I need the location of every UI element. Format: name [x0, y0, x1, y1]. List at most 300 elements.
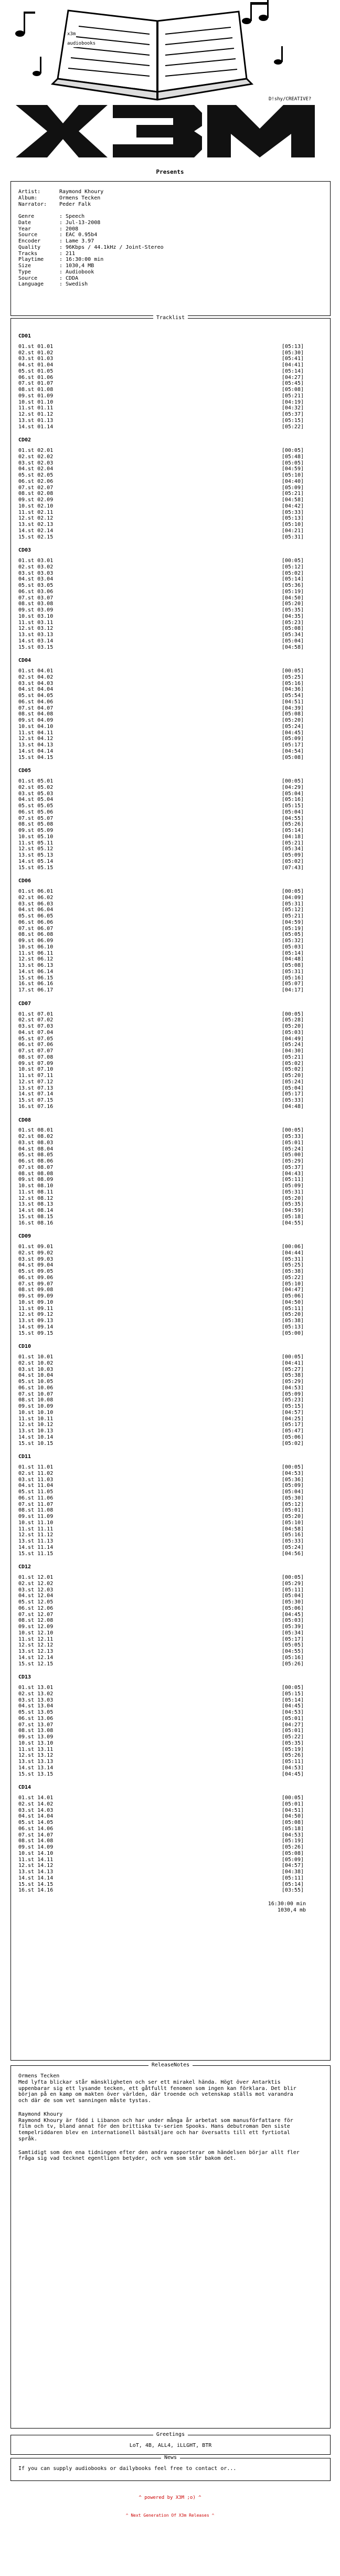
track-duration: [05:20]	[281, 717, 304, 723]
track-duration: [05:17]	[281, 1636, 304, 1642]
track-row	[18, 1379, 306, 1385]
track-title: 01.st 04.01	[18, 668, 54, 674]
track-row	[18, 1441, 306, 1447]
track-duration: [05:41]	[281, 356, 304, 362]
info-value: : 211	[59, 250, 76, 257]
track-duration: [05:25]	[281, 674, 304, 680]
cd-heading: CD10	[18, 1344, 31, 1350]
cd-heading: CD02	[18, 437, 31, 444]
track-title: 09.st 03.09	[18, 607, 54, 613]
track-title: 09.st 06.09	[18, 938, 54, 944]
track-row	[18, 1269, 306, 1275]
track-title: 06.st 08.06	[18, 1158, 54, 1164]
track-row	[18, 1691, 306, 1697]
track-duration: [05:12]	[281, 564, 304, 570]
track-row	[18, 375, 306, 381]
track-duration: [04:59]	[281, 1208, 304, 1213]
banner-subtitle: audiobooks	[67, 41, 96, 46]
track-title: 02.st 01.02	[18, 350, 54, 356]
info-row	[18, 226, 323, 233]
note-paragraph: Med lyfta blickar står mänskligheten och ser ett mirakel hända. Högt över Antarktis uppenbarar sig ett lysande tecken, ett gåtfullt fenomen som ingen kan förklara. Det blir början på en kamp om makten över världen, där troende och vetenskap ställs mot varandra och där de som vet sanningen måste tystas.	[18, 2079, 300, 2104]
track-title: 10.st 05.10	[18, 833, 54, 840]
track-title: 08.st 11.08	[18, 1507, 54, 1514]
track-title: 04.st 11.04	[18, 1483, 54, 1489]
info-key: Tracks	[18, 250, 38, 257]
track-title: 05.st 07.05	[18, 1036, 54, 1042]
track-title: 07.st 14.07	[18, 1832, 54, 1838]
track-duration: [04:43]	[281, 1170, 304, 1177]
track-title: 03.st 03.03	[18, 570, 54, 576]
track-row	[18, 362, 306, 368]
track-title: 12.st 04.12	[18, 736, 54, 742]
track-title: 11.st 09.11	[18, 1305, 54, 1312]
track-row	[18, 645, 306, 651]
track-duration: [05:16]	[281, 975, 304, 981]
track-duration: [05:14]	[281, 1697, 304, 1703]
track-row	[18, 1685, 306, 1691]
cd-heading: CD13	[18, 1674, 31, 1681]
track-title: 01.st 12.01	[18, 1575, 54, 1580]
track-title: 05.st 06.05	[18, 913, 54, 919]
track-title: 04.st 01.04	[18, 362, 54, 368]
track-row	[18, 1661, 306, 1667]
track-row	[18, 1495, 306, 1502]
track-title: 12.st 01.12	[18, 411, 54, 417]
track-row	[18, 1507, 306, 1514]
track-row	[18, 1208, 306, 1214]
track-row	[18, 748, 306, 755]
track-row	[18, 1795, 306, 1801]
track-duration: [05:20]	[281, 1195, 304, 1201]
track-row	[18, 368, 306, 375]
track-title: 14.st 05.14	[18, 858, 54, 864]
track-title: 14.st 14.14	[18, 1875, 54, 1881]
track-duration: [05:20]	[281, 1023, 304, 1029]
track-duration: [05:02]	[281, 1440, 304, 1447]
track-row	[18, 785, 306, 791]
track-duration: [00:05]	[281, 448, 304, 453]
track-duration: [05:03]	[281, 1618, 304, 1624]
track-title: 12.st 02.12	[18, 515, 54, 522]
track-duration: [05:22]	[281, 1734, 304, 1740]
track-duration: [04:27]	[281, 1722, 304, 1728]
track-row	[18, 1428, 306, 1434]
track-title: 14.st 04.14	[18, 748, 54, 754]
track-duration: [05:38]	[281, 1269, 304, 1274]
track-duration: [05:15]	[281, 1691, 304, 1697]
track-row	[18, 1612, 306, 1618]
presents-label: Presents	[156, 168, 184, 175]
track-row	[18, 1740, 306, 1747]
track-duration: [04:55]	[281, 1649, 304, 1654]
info-value: Raymond Khoury	[59, 189, 104, 195]
track-row	[18, 693, 306, 699]
track-duration: [05:10]	[281, 1519, 304, 1526]
track-row	[18, 1857, 306, 1863]
track-row	[18, 1158, 306, 1165]
track-duration: [05:13]	[281, 1324, 304, 1330]
info-value: : Lame 3.97	[59, 238, 94, 244]
track-row	[18, 1281, 306, 1287]
track-title: 11.st 03.11	[18, 619, 54, 626]
track-row	[18, 1655, 306, 1661]
track-duration: [05:01]	[281, 1728, 304, 1734]
news-box	[10, 2455, 331, 2481]
track-title: 12.st 03.12	[18, 626, 54, 632]
track-title: 08.st 05.08	[18, 821, 54, 828]
track-duration: [05:14]	[281, 950, 304, 956]
track-title: 12.st 13.12	[18, 1752, 54, 1759]
track-duration: [05:07]	[281, 981, 304, 987]
info-value: : Jul-13-2008	[59, 219, 101, 226]
track-duration: [05:05]	[281, 1642, 304, 1649]
track-duration: [05:24]	[281, 1079, 304, 1085]
track-title: 16.st 06.16	[18, 981, 54, 987]
track-title: 15.st 06.15	[18, 975, 54, 981]
track-row	[18, 1813, 306, 1820]
track-row	[18, 1257, 306, 1263]
track-duration: [05:10]	[281, 522, 304, 527]
track-title: 15.st 04.15	[18, 754, 54, 761]
track-row	[18, 1017, 306, 1023]
track-title: 10.st 12.10	[18, 1630, 54, 1636]
track-duration: [05:35]	[281, 607, 304, 613]
track-row	[18, 632, 306, 638]
track-title: 15.st 13.15	[18, 1771, 54, 1777]
track-row	[18, 1165, 306, 1171]
track-title: 13.st 05.13	[18, 852, 54, 858]
track-title: 01.st 08.01	[18, 1127, 54, 1134]
track-duration: [05:06]	[281, 1434, 304, 1440]
track-duration: [05:19]	[281, 588, 304, 595]
track-row	[18, 1287, 306, 1293]
track-title: 09.st 02.09	[18, 497, 54, 503]
track-title: 03.st 08.03	[18, 1139, 54, 1146]
track-duration: [05:08]	[281, 626, 304, 632]
track-duration: [05:30]	[281, 350, 304, 356]
track-duration: [05:23]	[281, 619, 304, 626]
track-duration: [05:18]	[281, 1825, 304, 1832]
track-row	[18, 558, 306, 564]
track-row	[18, 564, 306, 571]
track-title: 06.st 03.06	[18, 588, 54, 595]
track-row	[18, 1734, 306, 1740]
track-row	[18, 1146, 306, 1153]
track-duration: [05:14]	[281, 368, 304, 374]
track-title: 09.st 14.09	[18, 1844, 54, 1850]
cd-heading: CD11	[18, 1454, 31, 1460]
footer	[0, 2484, 340, 2524]
track-title: 01.st 05.01	[18, 778, 54, 784]
track-row	[18, 932, 306, 938]
track-row	[18, 674, 306, 681]
track-duration: [05:25]	[281, 1262, 304, 1269]
note-paragraph: Raymond Khoury är född i Libanon och har under många år arbetat som manusförfattare för film och tv, bland annat för den brittiska tv-serien Spooks. Hans debutroman Den siste tempelriddaren blev en internationell bästsäljare och har översatts till ett fyrtiotal språk.	[18, 2117, 296, 2142]
track-row	[18, 1826, 306, 1832]
track-title: 11.st 12.11	[18, 1636, 54, 1642]
cd-heading: CD08	[18, 1117, 31, 1123]
track-duration: [05:26]	[281, 1661, 304, 1667]
track-row	[18, 1416, 306, 1422]
info-value: : 2008	[59, 226, 79, 232]
info-row	[18, 220, 323, 226]
track-title: 05.st 13.05	[18, 1709, 54, 1715]
track-duration: [05:18]	[281, 1213, 304, 1220]
track-title: 10.st 13.10	[18, 1740, 54, 1746]
track-duration: [04:55]	[281, 1220, 304, 1226]
track-row	[18, 1306, 306, 1312]
track-duration: [00:05]	[281, 1795, 304, 1801]
track-row	[18, 1483, 306, 1489]
track-duration: [05:01]	[281, 1139, 304, 1146]
track-duration: [05:05]	[281, 932, 304, 938]
track-duration: [05:09]	[281, 1391, 304, 1397]
track-duration: [00:05]	[281, 1127, 304, 1134]
track-row	[18, 865, 306, 871]
info-key: Source	[18, 275, 38, 281]
track-row	[18, 730, 306, 736]
track-row	[18, 711, 306, 717]
track-title: 15.st 12.15	[18, 1661, 54, 1667]
track-duration: [04:47]	[281, 1287, 304, 1293]
track-row	[18, 1134, 306, 1140]
track-row	[18, 1538, 306, 1545]
info-spacer	[18, 207, 323, 214]
track-row	[18, 1171, 306, 1177]
track-title: 08.st 07.08	[18, 1054, 54, 1060]
track-title: 07.st 01.07	[18, 381, 54, 387]
track-row	[18, 1048, 306, 1054]
track-duration: [04:50]	[281, 1299, 304, 1305]
track-row	[18, 1624, 306, 1630]
track-title: 04.st 04.04	[18, 687, 54, 693]
track-title: 04.st 03.04	[18, 576, 54, 583]
info-row	[18, 263, 323, 269]
track-duration: [05:36]	[281, 583, 304, 588]
track-row	[18, 1642, 306, 1649]
track-row	[18, 1422, 306, 1428]
track-title: 14.st 01.14	[18, 424, 54, 430]
track-duration: [05:14]	[281, 1881, 304, 1887]
track-title: 13.st 13.13	[18, 1759, 54, 1765]
track-row	[18, 595, 306, 601]
track-duration: [04:59]	[281, 466, 304, 472]
cd-heading: CD01	[18, 333, 31, 339]
track-title: 04.st 08.04	[18, 1146, 54, 1152]
track-duration: [05:08]	[281, 711, 304, 717]
track-row	[18, 951, 306, 957]
tracklist-box	[10, 315, 331, 2061]
track-row	[18, 1140, 306, 1146]
track-title: 13.st 12.13	[18, 1649, 54, 1654]
track-row	[18, 626, 306, 632]
track-duration: [00:05]	[281, 1685, 304, 1691]
track-row	[18, 1464, 306, 1471]
track-row	[18, 969, 306, 975]
track-duration: [05:19]	[281, 1746, 304, 1752]
track-row	[18, 1869, 306, 1875]
track-title: 07.st 10.07	[18, 1391, 54, 1397]
track-duration: [05:22]	[281, 424, 304, 430]
track-row	[18, 485, 306, 491]
footer-line-2: ^ Next Generation Of X3m Releases ^	[125, 2513, 215, 2518]
track-duration: [05:54]	[281, 693, 304, 699]
track-title: 15.st 10.15	[18, 1440, 54, 1447]
cd-heading: CD07	[18, 1000, 31, 1007]
cd-heading: CD05	[18, 768, 31, 774]
track-row	[18, 1079, 306, 1085]
track-duration: [05:20]	[281, 1312, 304, 1318]
track-title: 12.st 09.12	[18, 1312, 54, 1318]
track-row	[18, 1863, 306, 1869]
track-duration: [05:14]	[281, 576, 304, 583]
track-duration: [05:33]	[281, 1538, 304, 1544]
track-row	[18, 381, 306, 387]
track-duration: [05:11]	[281, 1305, 304, 1312]
track-row	[18, 809, 306, 816]
track-title: 07.st 07.07	[18, 1048, 54, 1054]
track-row	[18, 387, 306, 393]
track-row	[18, 1189, 306, 1196]
track-duration: [05:09]	[281, 1856, 304, 1863]
track-title: 10.st 11.10	[18, 1519, 54, 1526]
track-duration: [05:15]	[281, 417, 304, 424]
track-duration: [04:49]	[281, 1036, 304, 1042]
track-title: 11.st 08.11	[18, 1189, 54, 1195]
info-value: : 16:30:00 min	[59, 257, 104, 263]
track-row	[18, 1838, 306, 1844]
info-row	[18, 238, 323, 245]
track-duration: [05:16]	[281, 680, 304, 687]
track-duration: [05:04]	[281, 1489, 304, 1495]
info-value: : 96Kbps / 44.1kHz / Joint-Stereo	[59, 244, 164, 250]
track-duration: [05:05]	[281, 460, 304, 466]
track-row	[18, 1104, 306, 1110]
track-duration: [05:11]	[281, 1759, 304, 1765]
track-title: 15.st 08.15	[18, 1213, 54, 1220]
track-title: 03.st 10.03	[18, 1366, 54, 1373]
track-title: 04.st 06.04	[18, 907, 54, 913]
track-duration: [05:26]	[281, 1752, 304, 1759]
track-row	[18, 938, 306, 944]
track-row	[18, 1599, 306, 1606]
track-title: 08.st 02.08	[18, 491, 54, 497]
track-row	[18, 1808, 306, 1814]
track-title: 08.st 10.08	[18, 1397, 54, 1403]
track-duration: [04:18]	[281, 833, 304, 840]
track-title: 02.st 02.02	[18, 453, 54, 460]
track-duration: [04:29]	[281, 784, 304, 790]
track-duration: [04:25]	[281, 1416, 304, 1422]
track-row	[18, 821, 306, 828]
track-title: 15.st 07.15	[18, 1097, 54, 1103]
track-row	[18, 583, 306, 589]
track-row	[18, 1220, 306, 1227]
track-title: 08.st 14.08	[18, 1838, 54, 1844]
info-row	[18, 245, 323, 251]
track-row	[18, 681, 306, 687]
track-title: 13.st 06.13	[18, 963, 54, 968]
track-title: 09.st 10.09	[18, 1403, 54, 1409]
track-duration: [05:24]	[281, 1146, 304, 1152]
track-duration: [00:05]	[281, 1575, 304, 1580]
track-duration: [04:27]	[281, 374, 304, 381]
track-title: 02.st 04.02	[18, 674, 54, 680]
track-duration: [04:54]	[281, 748, 304, 754]
track-title: 06.st 09.06	[18, 1274, 54, 1281]
track-title: 15.st 05.15	[18, 864, 54, 871]
track-duration: [04:50]	[281, 1813, 304, 1820]
track-title: 03.st 06.03	[18, 901, 54, 907]
info-value: : Swedish	[59, 281, 88, 288]
track-row	[18, 724, 306, 730]
track-duration: [04:35]	[281, 613, 304, 619]
info-row	[18, 189, 323, 195]
banner-credit: D!shy/CREATIVE?	[269, 97, 312, 102]
track-row	[18, 895, 306, 901]
track-row	[18, 448, 306, 454]
track-row	[18, 393, 306, 399]
track-duration: [04:58]	[281, 644, 304, 650]
track-duration: [04:45]	[281, 1771, 304, 1777]
track-duration: [04:53]	[281, 1709, 304, 1715]
track-duration: [05:39]	[281, 1624, 304, 1630]
track-title: 14.st 11.14	[18, 1544, 54, 1550]
track-row	[18, 1183, 306, 1189]
track-title: 11.st 14.11	[18, 1856, 54, 1863]
track-duration: [05:29]	[281, 1379, 304, 1385]
track-duration: [05:31]	[281, 1189, 304, 1195]
track-row	[18, 1477, 306, 1483]
track-duration: [04:56]	[281, 1550, 304, 1557]
track-row	[18, 1637, 306, 1643]
track-row	[18, 1036, 306, 1042]
info-row	[18, 269, 323, 276]
track-duration: [05:24]	[281, 1544, 304, 1550]
track-title: 01.st 14.01	[18, 1795, 54, 1801]
track-title: 01.st 10.01	[18, 1354, 54, 1360]
track-row	[18, 1801, 306, 1808]
greetings-text: LoT, 4B, ALL4, iLLGHT, BTR	[129, 2443, 212, 2448]
track-row	[18, 350, 306, 356]
track-row	[18, 1618, 306, 1624]
track-duration: [04:09]	[281, 894, 304, 901]
track-row	[18, 1587, 306, 1593]
track-duration: [05:01]	[281, 1507, 304, 1514]
tracklist-title: Tracklist	[153, 315, 188, 321]
track-row	[18, 687, 306, 693]
cd-heading: CD12	[18, 1564, 31, 1570]
track-duration: [05:13]	[281, 515, 304, 522]
x3m-logo	[16, 105, 315, 157]
note-paragraph: Samtidigt som den ena tidningen efter den andra rapporterar om händelsen börjar allt fler fråga sig vad tecknet egentligen betyder, och vem som står bakom det.	[18, 2149, 303, 2162]
track-title: 09.st 07.09	[18, 1060, 54, 1067]
track-row	[18, 411, 306, 418]
track-duration: [00:05]	[281, 778, 304, 784]
track-title: 13.st 04.13	[18, 742, 54, 748]
track-duration: [05:08]	[281, 754, 304, 761]
track-row	[18, 1630, 306, 1637]
track-duration: [04:40]	[281, 478, 304, 484]
track-duration: [05:38]	[281, 1318, 304, 1324]
track-duration: [05:04]	[281, 1593, 304, 1599]
track-title: 05.st 05.05	[18, 803, 54, 809]
track-duration: [05:11]	[281, 1587, 304, 1593]
track-title: 06.st 10.06	[18, 1385, 54, 1391]
track-title: 01.st 06.01	[18, 889, 54, 894]
track-row	[18, 1765, 306, 1771]
track-title: 05.st 08.05	[18, 1152, 54, 1158]
